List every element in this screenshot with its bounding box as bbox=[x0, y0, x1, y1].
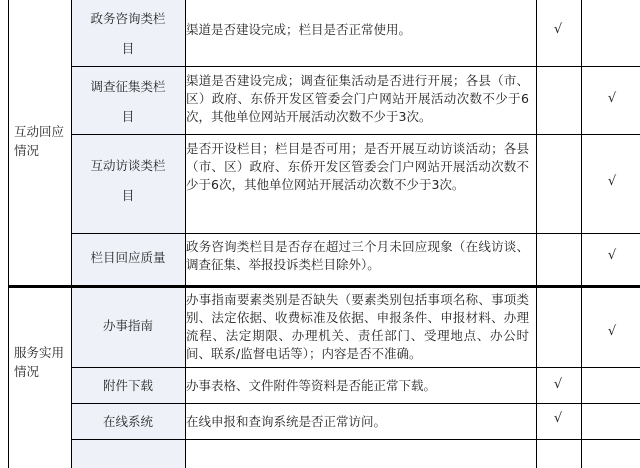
item-cell: 互动访谈类栏目 bbox=[90, 158, 166, 203]
item-cell-bg bbox=[71, 0, 185, 468]
check-mark: √ bbox=[607, 91, 617, 106]
description-cell: 办事表格、文件附件等资料是否能正常下载。 bbox=[186, 378, 437, 393]
column-divider bbox=[185, 0, 186, 468]
row-divider bbox=[71, 233, 640, 234]
check-mark: √ bbox=[553, 22, 563, 37]
item-cell: 办事指南 bbox=[102, 318, 153, 333]
description-cell: 办事指南要素类别是否缺失（要素类别包括事项名称、事项类别、法定依据、收费标准及依据、申报条件、申报材料、办理流程、法定期限、办理机关、责任部门、受理地点、办公时间、联系/监督电话等）；内容是否不准确。 bbox=[186, 292, 529, 361]
check-mark: √ bbox=[607, 174, 617, 189]
column-divider bbox=[536, 0, 537, 468]
description-cell: 渠道是否建设完成；调查征集活动是否进行开展；各县（市、区）政府、东侨开发区管委会门户网站开展活动次数不少于6次，其他单位网站开展活动次数不少于3次。 bbox=[186, 73, 529, 124]
row-divider bbox=[71, 367, 640, 368]
check-mark: √ bbox=[607, 324, 617, 339]
category-service: 服务实用情况 bbox=[14, 345, 65, 379]
column-divider bbox=[581, 0, 582, 468]
check-mark: √ bbox=[607, 248, 617, 263]
item-cell: 在线系统 bbox=[102, 414, 153, 429]
check-mark: √ bbox=[553, 377, 563, 392]
row-divider bbox=[71, 403, 640, 404]
item-cell: 附件下载 bbox=[102, 378, 153, 393]
item-cell: 政务咨询类栏目 bbox=[90, 11, 166, 56]
category-interaction: 互动回应情况 bbox=[14, 124, 65, 158]
description-cell: 渠道是否建设完成；栏目是否正常使用。 bbox=[186, 22, 412, 37]
column-divider bbox=[8, 0, 9, 468]
check-mark: √ bbox=[553, 411, 563, 426]
row-divider bbox=[71, 439, 640, 440]
column-divider bbox=[71, 0, 72, 468]
row-divider bbox=[71, 66, 640, 67]
description-cell: 是否开设栏目；栏目是否可用；是否开展互动访谈活动；各县（市、区）政府、东侨开发区管委会门户网站开展活动次数不少于6次，其他单位网站开展活动次数不少于3次。 bbox=[186, 141, 529, 192]
description-cell: 政务咨询类栏目是否存在超过三个月未回应现象（在线访谈、调查征集、举报投诉类栏目除外）。 bbox=[186, 239, 529, 272]
category-divider bbox=[8, 285, 640, 288]
row-divider bbox=[71, 134, 640, 135]
description-cell: 在线申报和查询系统是否正常访问。 bbox=[186, 414, 387, 429]
evaluation-table bbox=[8, 0, 640, 468]
item-cell: 栏目回应质量 bbox=[90, 250, 166, 265]
item-cell: 调查征集类栏目 bbox=[90, 79, 166, 124]
